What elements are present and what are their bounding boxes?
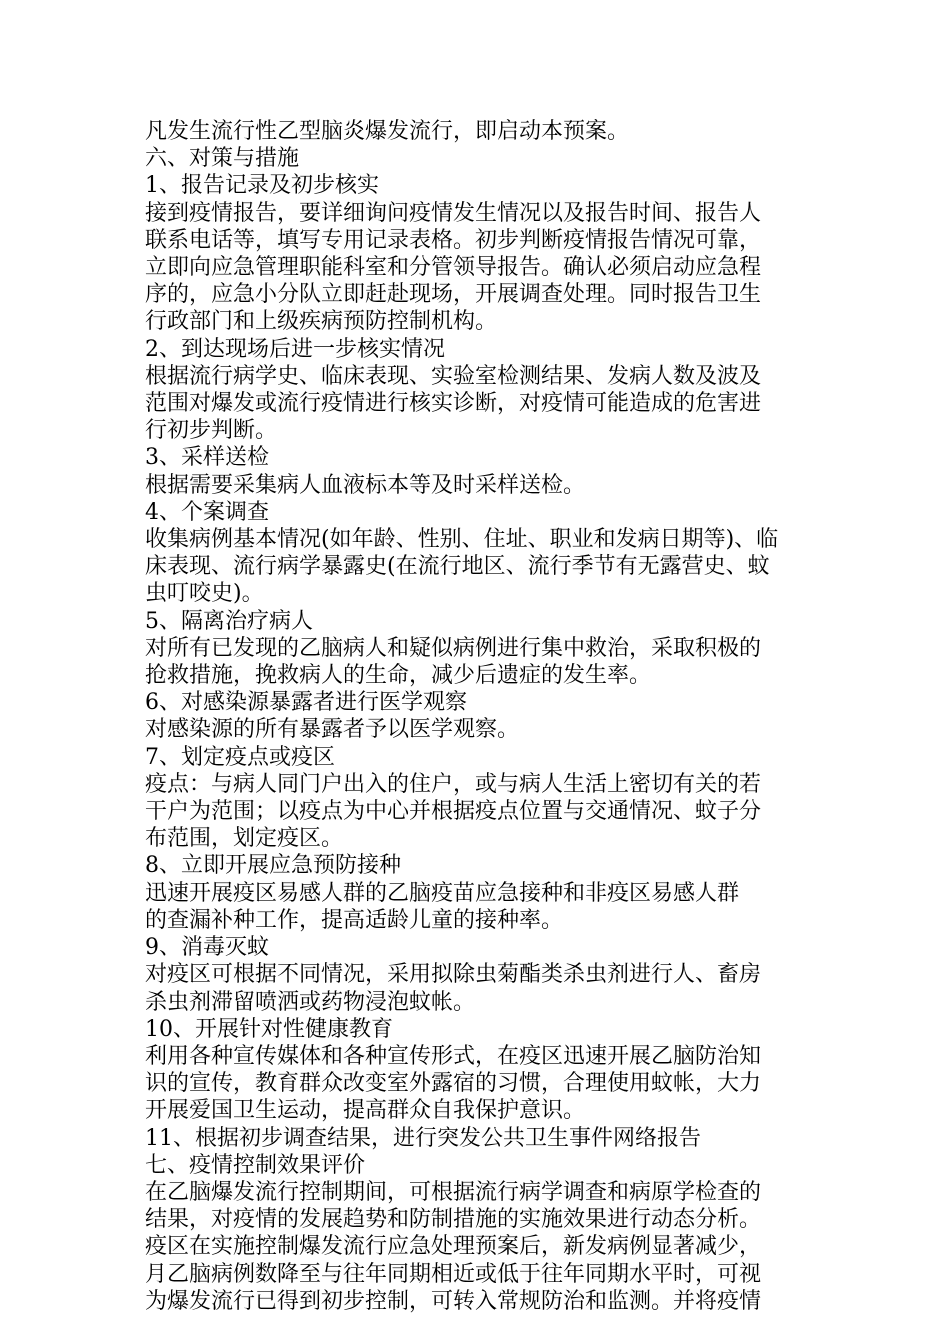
section-heading — [145, 608, 810, 635]
text-line: 六、对策与措施 — [145, 146, 300, 172]
body-paragraph — [145, 880, 810, 934]
text-line: 床表现、流行病学暴露史(在流行地区、流行季节有无露营史、蚊 — [145, 554, 770, 580]
body-paragraph — [145, 771, 810, 853]
text-line: 凡发生流行性乙型脑炎爆发流行，即启动本预案。 — [145, 119, 630, 144]
text-line: 接到疫情报告，要详细询问疫情发生情况以及报告时间、报告人 — [145, 200, 762, 226]
text-line: 的查漏补种工作，提高适龄儿童的接种率。 — [145, 907, 564, 933]
text-line: 4、个案调查 — [145, 499, 269, 525]
body-paragraph — [145, 961, 810, 1015]
section-heading — [145, 1125, 810, 1152]
text-line: 根据需要采集病人血液标本等及时采样送检。 — [145, 472, 586, 498]
text-line: 对所有已发现的乙脑病人和疑似病例进行集中救治，采取积极的 — [145, 635, 762, 661]
body-paragraph — [145, 526, 810, 608]
body-paragraph — [145, 635, 810, 689]
text-line: 根据流行病学史、临床表现、实验室检测结果、发病人数及波及 — [145, 363, 762, 389]
text-line: 疫点：与病人同门户出入的住户，或与病人生活上密切有关的若 — [145, 771, 762, 797]
text-line: 在乙脑爆发流行控制期间，可根据流行病学调查和病原学检查的 — [145, 1179, 762, 1205]
text-line: 利用各种宣传媒体和各种宣传形式，在疫区迅速开展乙脑防治知 — [145, 1043, 762, 1069]
text-line: 2、到达现场后进一步核实情况 — [145, 336, 445, 362]
text-line: 10、开展针对性健康教育 — [145, 1016, 393, 1042]
text-line: 行初步判断。 — [145, 418, 278, 444]
text-line: 6、对感染源暴露者进行医学观察 — [145, 690, 467, 716]
body-paragraph — [145, 200, 810, 336]
section-heading — [145, 689, 810, 716]
text-line: 识的宣传，教育群众改变室外露宿的习惯，合理使用蚊帐，大力 — [145, 1071, 762, 1097]
text-line: 7、划定疫点或疫区 — [145, 744, 335, 770]
text-line: 8、立即开展应急预防接种 — [145, 853, 401, 879]
text-line: 11、根据初步调查结果，进行突发公共卫生事件网络报告 — [145, 1125, 701, 1151]
text-line: 七、疫情控制效果评价 — [145, 1152, 366, 1178]
section-heading — [145, 852, 810, 879]
section-heading — [145, 145, 810, 172]
text-line: 1、报告记录及初步核实 — [145, 173, 379, 199]
body-paragraph — [145, 716, 810, 743]
text-line: 开展爱国卫生运动，提高群众自我保护意识。 — [145, 1098, 586, 1124]
section-heading — [145, 499, 810, 526]
section-heading — [145, 934, 810, 961]
text-line: 迅速开展疫区易感人群的乙脑疫苗应急接种和非疫区易感人群 — [145, 880, 740, 906]
text-line: 序的，应急小分队立即赶赴现场，开展调查处理。同时报告卫生 — [145, 282, 762, 308]
text-line: 对感染源的所有暴露者予以医学观察。 — [145, 717, 520, 743]
body-paragraph — [145, 118, 810, 145]
text-line: 疫区在实施控制爆发流行应急处理预案后，新发病例显著减少， — [145, 1234, 762, 1260]
text-line: 立即向应急管理职能科室和分管领导报告。确认必须启动应急程 — [145, 255, 762, 281]
section-heading — [145, 744, 810, 771]
text-line: 5、隔离治疗病人 — [145, 608, 313, 634]
text-line: 杀虫剂滞留喷洒或药物浸泡蚊帐。 — [145, 989, 476, 1015]
text-line: 对疫区可根据不同情况，采用拟除虫菊酯类杀虫剂进行人、畜房 — [145, 962, 762, 988]
text-line: 为爆发流行已得到初步控制，可转入常规防治和监测。并将疫情 — [145, 1288, 762, 1314]
text-line: 范围对爆发或流行疫情进行核实诊断，对疫情可能造成的危害进 — [145, 391, 762, 417]
text-line: 月乙脑病例数降至与往年同期相近或低于往年同期水平时，可视 — [145, 1261, 762, 1287]
text-line: 行政部门和上级疾病预防控制机构。 — [145, 309, 498, 335]
text-line: 收集病例基本情况(如年龄、性别、住址、职业和发病日期等)、临 — [145, 527, 779, 553]
text-line: 3、采样送检 — [145, 445, 269, 471]
section-heading — [145, 1152, 810, 1179]
section-heading — [145, 1016, 810, 1043]
text-line: 联系电话等，填写专用记录表格。初步判断疫情报告情况可靠， — [145, 227, 762, 253]
section-heading — [145, 336, 810, 363]
text-line: 虫叮咬史)。 — [145, 581, 264, 607]
document-page — [145, 118, 810, 1315]
body-paragraph — [145, 472, 810, 499]
body-paragraph — [145, 1179, 810, 1315]
text-line: 抢救措施，挽救病人的生命，减少后遗症的发生率。 — [145, 663, 652, 689]
section-heading — [145, 444, 810, 471]
text-line: 9、消毒灭蚊 — [145, 935, 269, 961]
text-line: 干户为范围；以疫点为中心并根据疫点位置与交通情况、蚊子分 — [145, 799, 762, 825]
text-line: 结果，对疫情的发展趋势和防制措施的实施效果进行动态分析。 — [145, 1207, 762, 1233]
text-line: 布范围，划定疫区。 — [145, 826, 344, 852]
body-paragraph — [145, 1043, 810, 1125]
section-heading — [145, 172, 810, 199]
body-paragraph — [145, 363, 810, 445]
